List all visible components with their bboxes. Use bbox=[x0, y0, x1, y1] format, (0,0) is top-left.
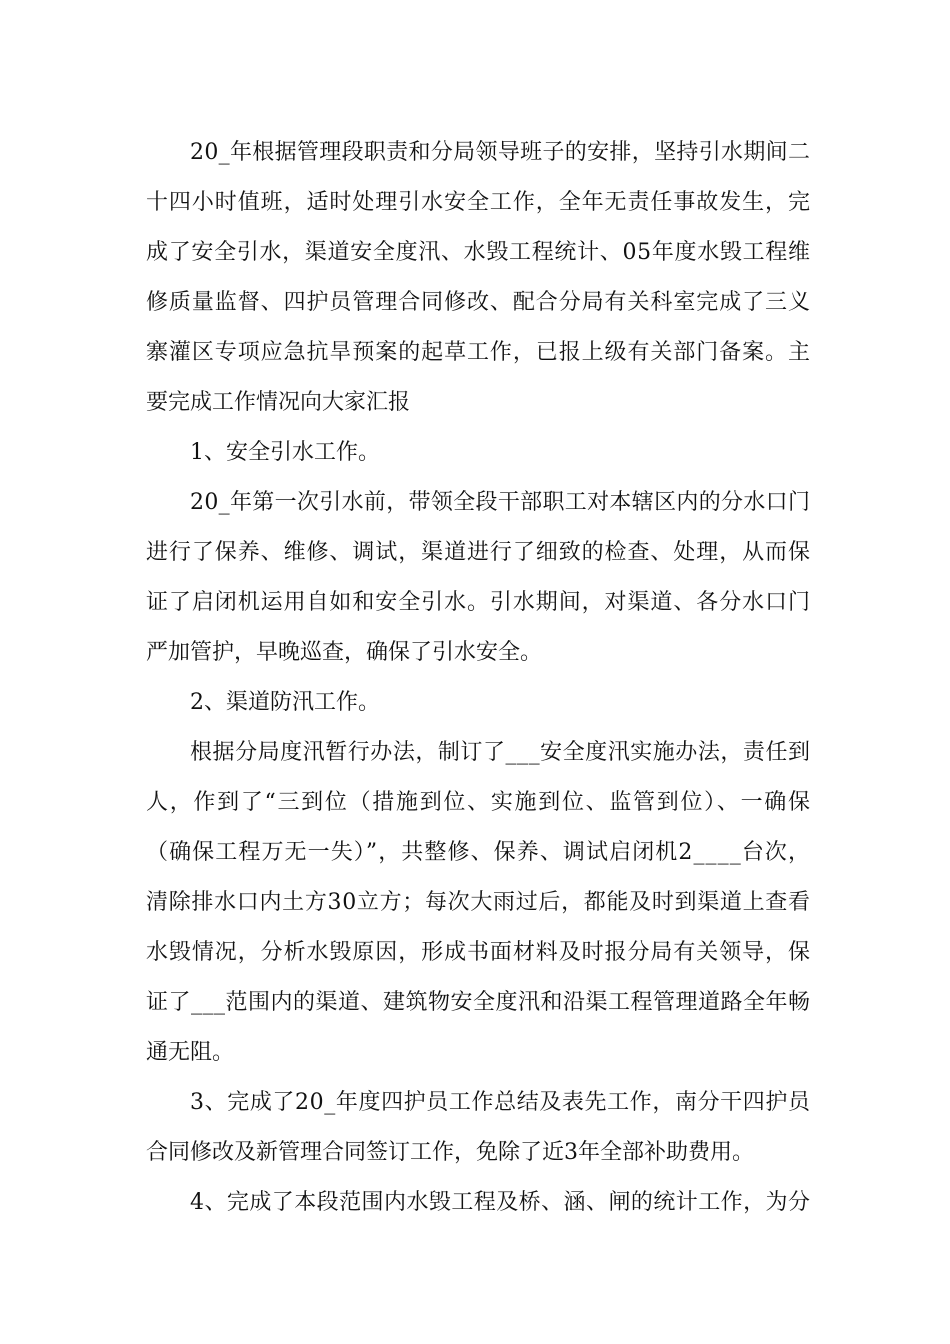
text-line: 根据分局度汛暂行办法，制订了___安全度汛实施办法，责任到 bbox=[190, 740, 811, 765]
text-line: 3、完成了20_年度四护员工作总结及表先工作，南分干四护员 bbox=[190, 1090, 811, 1115]
text-line: 20_年第一次引水前，带领全段干部职工对本辖区内的分水口门 bbox=[190, 490, 811, 515]
text-line: 20_年根据管理段职责和分局领导班子的安排，坚持引水期间二 bbox=[190, 140, 811, 165]
text-line: 成了安全引水，渠道安全度汛、水毁工程统计、05年度水毁工程维 bbox=[146, 240, 811, 265]
section-heading: 1、安全引水工作。 bbox=[190, 440, 380, 465]
text-line: （确保工程万无一失）”，共整修、保养、调试启闭机2____台次， bbox=[146, 840, 812, 865]
text-line: 要完成工作情况向大家汇报 bbox=[146, 390, 411, 415]
text-line: 证了___范围内的渠道、建筑物安全度汛和沿渠工程管理道路全年畅 bbox=[146, 990, 811, 1015]
text-line: 进行了保养、维修、调试，渠道进行了细致的检查、处理，从而保 bbox=[146, 540, 811, 565]
text-line: 通无阻。 bbox=[146, 1040, 235, 1065]
text-line: 水毁情况，分析水毁原因，形成书面材料及时报分局有关领导，保 bbox=[146, 940, 811, 965]
text-line: 证了启闭机运用自如和安全引水。引水期间，对渠道、各分水口门 bbox=[146, 590, 811, 615]
text-line: 十四小时值班，适时处理引水安全工作，全年无责任事故发生，完 bbox=[146, 190, 811, 215]
text-line: 清除排水口内土方30立方；每次大雨过后，都能及时到渠道上查看 bbox=[146, 890, 811, 915]
text-line: 合同修改及新管理合同签订工作，免除了近3年全部补助费用。 bbox=[146, 1140, 754, 1165]
text-line: 寨灌区专项应急抗旱预案的起草工作，已报上级有关部门备案。主 bbox=[146, 340, 811, 365]
text-line: 人，作到了“三到位（措施到位、实施到位、监管到位）、一确保 bbox=[146, 790, 812, 815]
text-line: 严加管护，早晚巡查，确保了引水安全。 bbox=[146, 640, 543, 665]
section-heading: 2、渠道防汛工作。 bbox=[190, 690, 380, 715]
text-line: 修质量监督、四护员管理合同修改、配合分局有关科室完成了三义 bbox=[146, 290, 811, 315]
text-line: 4、完成了本段范围内水毁工程及桥、涵、闸的统计工作，为分 bbox=[190, 1190, 811, 1215]
document-body bbox=[146, 128, 810, 1228]
